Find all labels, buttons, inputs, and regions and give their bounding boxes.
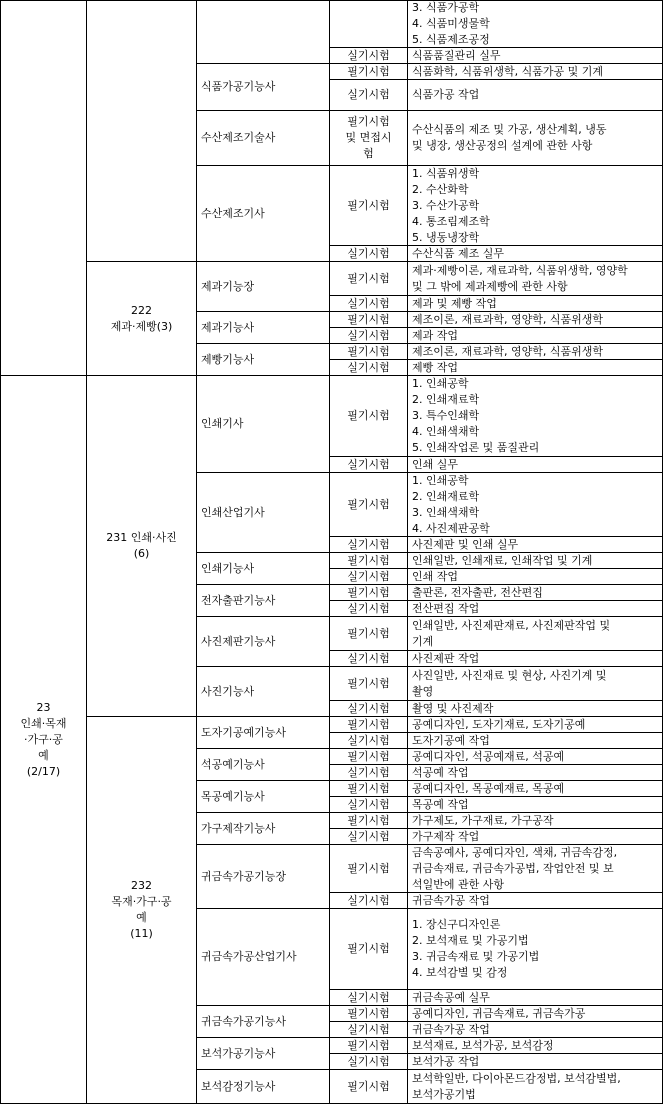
subject-line: 공예디자인, 도자기재료, 도자기공예 (412, 717, 586, 731)
exam-subjects (408, 781, 662, 796)
table-rule (0, 0, 1, 1104)
qualification-name: 사진기능사 (201, 684, 255, 698)
subject-line: 제빵 작업 (412, 360, 459, 374)
qualification-name: 석공예기능사 (201, 757, 265, 771)
subject-line: 도자기공예 작업 (412, 733, 490, 747)
subject-line: 4. 식품미생물학 (412, 17, 490, 30)
exam-method: 필기시험 (347, 717, 390, 731)
subject-line: 1. 인쇄공학 (412, 377, 469, 390)
exam-method: 실기시험 (347, 1022, 390, 1036)
exam-subjects (408, 80, 662, 110)
subject-line: 5. 식품제조공정 (412, 33, 490, 46)
group-cell (1, 1, 86, 375)
exam-subjects (408, 246, 662, 261)
exam-method: 필기시험 (347, 585, 390, 599)
subject-line: 2. 수산화학 (412, 182, 469, 196)
exam-subjects (408, 48, 662, 63)
subject-line: 인쇄일반, 인쇄재료, 인쇄작업 및 기계 (412, 553, 593, 567)
exam-subjects (408, 360, 662, 375)
exam-method: 실기시험 (347, 601, 390, 615)
subject-line: 2. 보석재료 및 가공기법 (412, 934, 529, 947)
subject-line: 제과 및 제빵 작업 (412, 296, 497, 310)
qualification-name: 보석감정기능사 (201, 1079, 276, 1093)
subject-line: 목공예 작업 (412, 797, 469, 811)
exam-subjects (408, 328, 662, 343)
subject-line: 촬영 (412, 684, 434, 698)
qualification-name: 식품가공기능사 (201, 80, 276, 93)
exam-method: 필기시험 (347, 861, 390, 875)
subject-line: 가구제작 작업 (412, 829, 480, 843)
exam-method: 실기시험 (347, 651, 390, 665)
qualification-name: 보석가공기능사 (201, 1046, 276, 1060)
exam-subjects (408, 1070, 662, 1103)
subject-line: 기계 (412, 634, 434, 648)
exam-subjects (408, 585, 662, 600)
exam-method: 필기시험 (347, 781, 390, 795)
subject-line: 1. 인쇄공학 (412, 473, 469, 487)
qualification-name: 인쇄기능사 (201, 561, 255, 575)
exam-subjects (408, 553, 662, 568)
qualification-name: 목공예기능사 (201, 789, 265, 803)
exam-method: 필기시험 및 면접시 험 (345, 115, 392, 160)
exam-method: 실기시험 (347, 797, 390, 811)
qualification-name: 귀금속가공산업기사 (201, 950, 297, 963)
subject-line: 금속공예사, 공예디자인, 색채, 귀금속감정, (412, 845, 618, 859)
exam-subjects (408, 473, 662, 536)
qualification-name: 도자기공예기능사 (201, 725, 287, 739)
subject-line: 제조이론, 재료과학, 영양학, 식품위생학 (412, 312, 603, 326)
exam-subjects (408, 537, 662, 552)
subject-line: 귀금속가공 작업 (412, 1022, 490, 1036)
subject-line: 제조이론, 재료과학, 영양학, 식품위생학 (412, 344, 603, 358)
exam-method: 필기시험 (347, 626, 390, 640)
exam-method: 실기시험 (347, 893, 390, 907)
exam-method: 실기시험 (347, 88, 390, 101)
exam-method: 필기시험 (347, 64, 390, 78)
subject-line: 귀금속가공 작업 (412, 893, 490, 907)
exam-subjects (408, 569, 662, 584)
exam-subjects (408, 296, 662, 311)
exam-subjects (408, 1, 662, 47)
exam-subjects (408, 601, 662, 616)
subject-line: 공예디자인, 석공예재료, 석공예 (412, 749, 565, 763)
exam-method: 필기시험 (347, 1038, 390, 1052)
exam-method: 필기시험 (347, 749, 390, 763)
qualification-name: 인쇄기사 (201, 417, 244, 430)
exam-method: 실기시험 (347, 360, 390, 374)
exam-subjects (408, 667, 662, 700)
subject-line: 3. 수산가공학 (412, 198, 480, 212)
exam-method: 필기시험 (347, 942, 390, 955)
subject-line: 및 냉장, 생산공정의 설계에 관한 사항 (412, 139, 593, 152)
exam-method: 실기시험 (347, 48, 390, 62)
exam-subjects (408, 457, 662, 472)
subject-line: 전산편집 작업 (412, 601, 480, 615)
subject-line: 사진제판 및 인쇄 실무 (412, 537, 519, 551)
qualification-name (197, 1, 329, 63)
subject-line: 가구제도, 가구재료, 가구공작 (412, 813, 554, 827)
subject-line: 사진일반, 사진재료 및 현상, 사진기계 및 (412, 668, 607, 682)
subject-line: 3. 특수인쇄학 (412, 409, 480, 422)
exam-method: 실기시험 (347, 765, 390, 779)
qualification-name: 전자출판기능사 (201, 593, 276, 607)
exam-subjects (408, 829, 662, 844)
exam-subjects (408, 893, 662, 908)
exam-subjects (408, 262, 662, 295)
table-rule (407, 0, 408, 1104)
subject-line: 3. 식품가공학 (412, 1, 480, 14)
exam-method: 실기시험 (347, 1054, 390, 1068)
exam-subjects (408, 376, 662, 456)
subject-line: 식품품질관리 실무 (412, 48, 501, 62)
subject-line: 식품가공 작업 (412, 88, 480, 101)
exam-method: 실기시험 (347, 457, 390, 471)
exam-method: 필기시험 (347, 676, 390, 690)
subject-line: 보석재료, 보석가공, 보석감정 (412, 1038, 554, 1052)
qualification-name: 수산제조기사 (201, 206, 265, 220)
exam-subjects (408, 749, 662, 764)
subject-line: 5. 냉동냉장학 (412, 230, 480, 244)
exam-subjects (408, 909, 662, 989)
exam-method: 실기시험 (347, 733, 390, 747)
subject-line: 보석가공 작업 (412, 1054, 480, 1068)
subject-line: 4. 보석감별 및 감정 (412, 966, 508, 979)
exam-method: 실기시험 (347, 829, 390, 843)
subgroup-cell: 222 제과·제빵(3) (110, 303, 173, 333)
subject-line: 1. 식품위생학 (412, 166, 480, 180)
exam-method: 실기시험 (347, 296, 390, 310)
subject-line: 석일반에 관한 사항 (412, 877, 505, 891)
qualification-name: 수산제조기술사 (201, 131, 276, 144)
qualification-name: 제과기능사 (201, 320, 255, 334)
exam-method: 실기시험 (347, 328, 390, 342)
subject-line: 4. 사진제판공학 (412, 521, 490, 535)
subject-line: 수산식품 제조 실무 (412, 246, 505, 260)
exam-method: 필기시험 (347, 344, 390, 358)
table-rule (0, 0, 663, 1)
subject-line: 3. 인쇄색채학 (412, 505, 480, 519)
subject-line: 출판론, 전자출판, 전산편집 (412, 585, 543, 599)
subject-line: 2. 인쇄재료학 (412, 489, 480, 503)
subject-line: 2. 인쇄재료학 (412, 393, 480, 406)
exam-method: 실기시험 (347, 990, 390, 1004)
subject-line: 인쇄 작업 (412, 569, 459, 583)
subject-line: 4. 인쇄색채학 (412, 425, 480, 438)
exam-method: 실기시험 (347, 537, 390, 551)
qualification-name: 귀금속가공기능사 (201, 1014, 287, 1028)
subject-line: 인쇄 실무 (412, 457, 459, 471)
subgroup-cell (87, 1, 196, 261)
exam-subjects (408, 717, 662, 732)
exam-method: 필기시험 (347, 813, 390, 827)
exam-subjects (408, 797, 662, 812)
subject-line: 식품화학, 식품위생학, 식품가공 및 기계 (412, 64, 603, 78)
exam-subjects (408, 1022, 662, 1037)
subject-line: 1. 장신구디자인론 (412, 918, 501, 931)
exam-method: 필기시험 (347, 409, 390, 422)
subject-line: 귀금속재료, 귀금속가공법, 작업안전 및 보 (412, 861, 614, 875)
exam-subjects (408, 1038, 662, 1053)
subject-line: 사진제판 작업 (412, 651, 480, 665)
subgroup-cell: 232 목재·가구·공 예 (11) (111, 879, 172, 940)
exam-subjects (408, 312, 662, 327)
exam-subjects (408, 617, 662, 650)
subject-line: 석공예 작업 (412, 765, 469, 779)
table-rule (329, 0, 330, 1104)
exam-method: 실기시험 (347, 246, 390, 260)
exam-method: 필기시험 (347, 1006, 390, 1020)
qualification-name: 인쇄산업기사 (201, 505, 265, 519)
exam-subjects (408, 64, 662, 79)
exam-method: 실기시험 (347, 701, 390, 715)
group-cell: 23 인쇄·목재 ·가구·공 예 (2/17) (20, 700, 67, 778)
subject-line: 5. 인쇄작업론 및 품질관리 (412, 441, 540, 454)
exam-subjects (408, 701, 662, 716)
exam-method: 필기시험 (347, 198, 390, 212)
exam-subjects (408, 111, 662, 165)
exam-subjects (408, 1006, 662, 1021)
subject-line: 보석가공기법 (412, 1087, 476, 1101)
subject-line: 인쇄일반, 사진제판재료, 사진제판작업 및 (412, 618, 611, 632)
exam-subjects (408, 990, 662, 1005)
exam-subjects (408, 813, 662, 828)
subject-line: 촬영 및 사진제작 (412, 701, 494, 715)
exam-subjects (408, 651, 662, 666)
exam-method: 필기시험 (347, 553, 390, 567)
exam-method: 필기시험 (347, 1079, 390, 1093)
qualification-name: 귀금속가공기능장 (201, 869, 287, 883)
exam-method: 필기시험 (347, 312, 390, 326)
subject-line: 귀금속공예 실무 (412, 990, 490, 1004)
exam-method: 실기시험 (347, 569, 390, 583)
subject-line: 보석학일반, 다이아몬드감정법, 보석감별법, (412, 1071, 621, 1085)
qualification-name: 사진제판기능사 (201, 634, 276, 648)
exam-method (330, 1, 407, 47)
exam-subjects (408, 166, 662, 245)
subject-line: 4. 통조림제조학 (412, 214, 490, 228)
qualification-name: 가구제작기능사 (201, 821, 276, 835)
exam-method: 필기시험 (347, 271, 390, 285)
table-rule (86, 0, 87, 1104)
exam-subjects (408, 733, 662, 748)
qualification-name: 제빵기능사 (201, 352, 255, 366)
subject-line: 공예디자인, 목공예재료, 목공예 (412, 781, 565, 795)
subject-line: 및 그 밖에 제과제빵에 관한 사항 (412, 279, 568, 293)
subject-line: 제과 작업 (412, 328, 459, 342)
subject-line: 공예디자인, 귀금속재료, 귀금속가공 (412, 1006, 586, 1020)
table-rule (196, 0, 197, 1104)
subject-line: 수산식품의 제조 및 가공, 생산계획, 냉동 (412, 123, 607, 136)
subgroup-cell: 231 인쇄·사진 (6) (106, 531, 177, 560)
exam-subjects (408, 1054, 662, 1069)
subject-line: 3. 귀금속재료 및 가공기법 (412, 950, 540, 963)
exam-subjects (408, 845, 662, 892)
subject-line: 제과·제빵이론, 재료과학, 식품위생학, 영양학 (412, 263, 628, 277)
exam-method: 필기시험 (347, 497, 390, 511)
qualification-name: 제과기능장 (201, 279, 255, 293)
exam-subjects (408, 344, 662, 359)
exam-subjects (408, 765, 662, 780)
